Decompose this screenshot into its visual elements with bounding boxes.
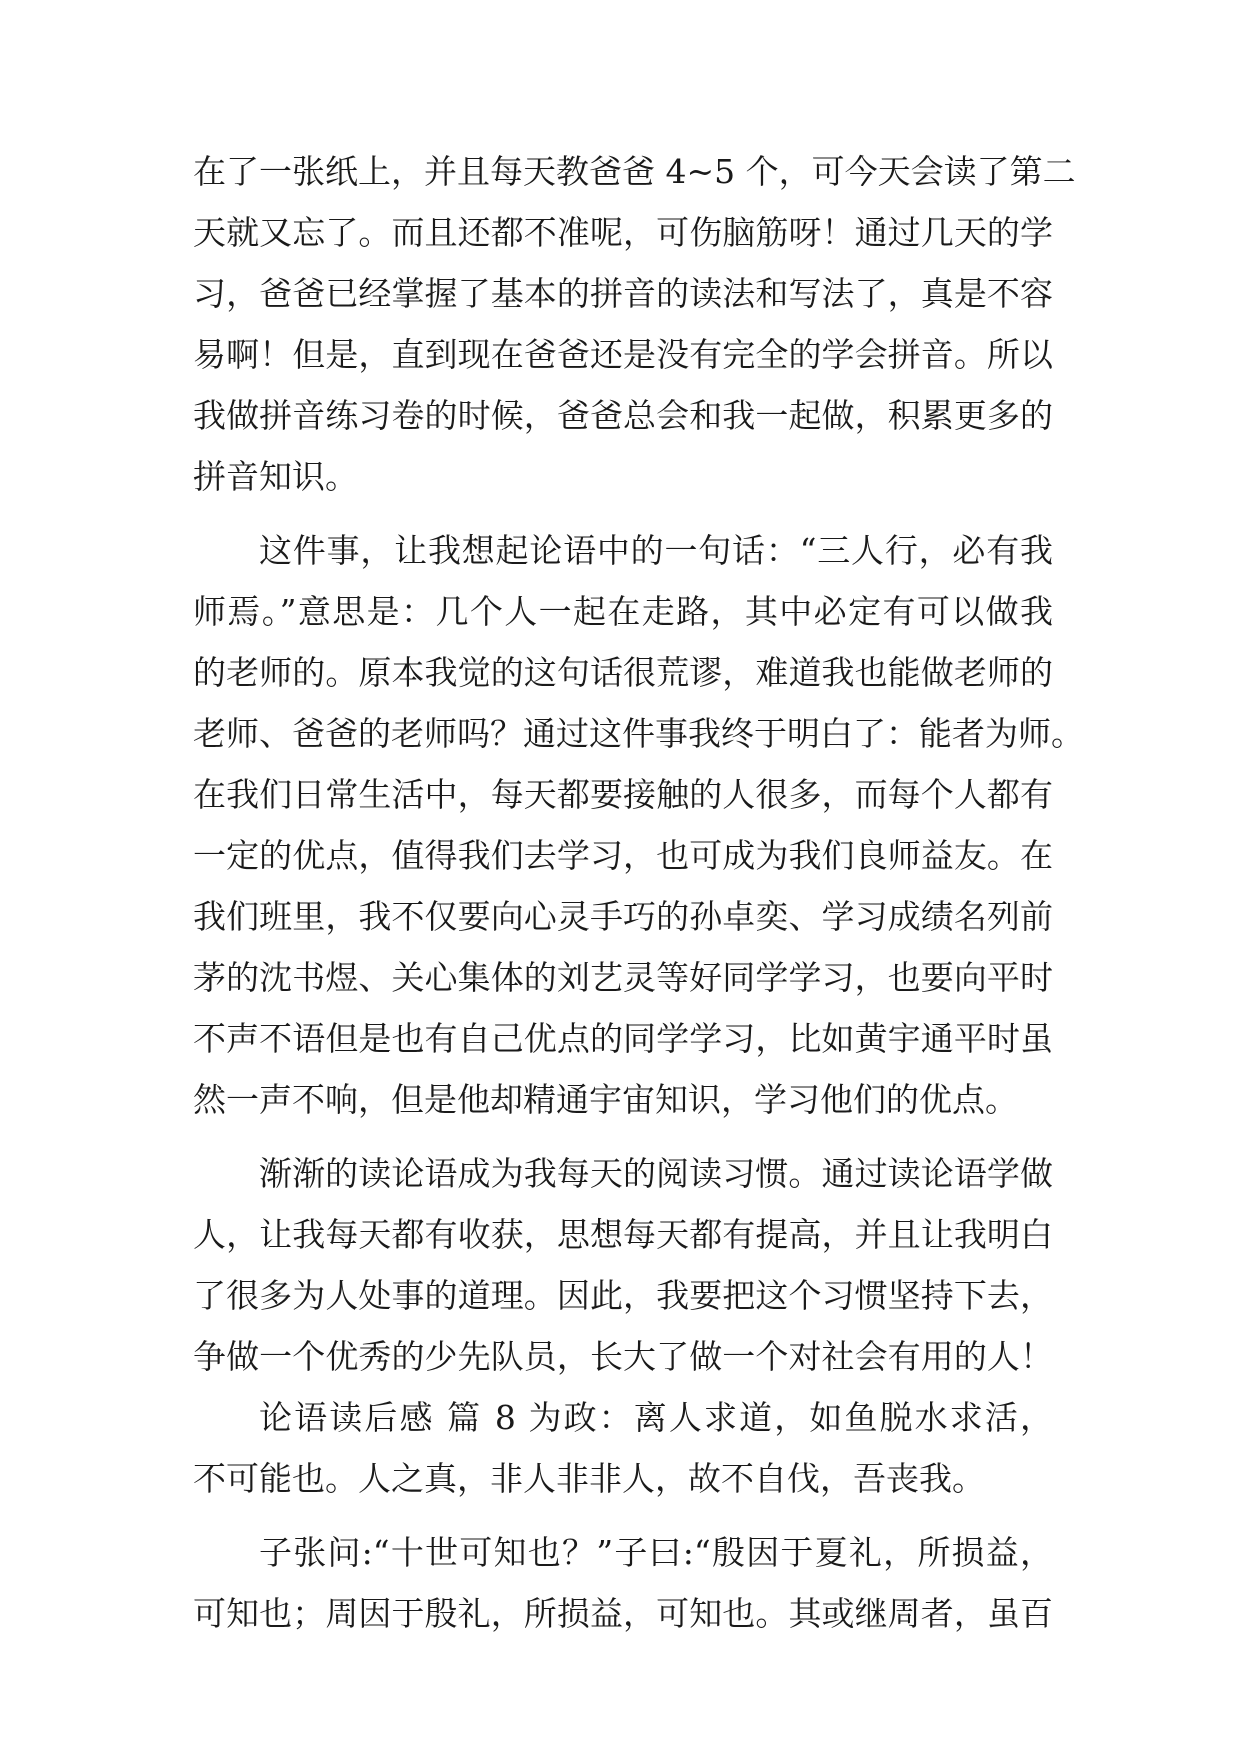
text-line: 了很多为人处事的道理。因此，我要把这个习惯坚持下去，	[193, 1276, 1053, 1315]
text-line: 人，让我每天都有收获，思想每天都有提高，并且让我明白	[193, 1215, 1053, 1254]
text-line: 师焉。”意思是：几个人一起在走路，其中必定有可以做我	[193, 592, 1053, 631]
text-line: 这件事，让我想起论语中的一句话：“三人行，必有我	[259, 531, 1053, 570]
text-line: 天就又忘了。而且还都不准呢，可伤脑筋呀！通过几天的学	[193, 213, 1053, 252]
text-line: 论语读后感 篇 8 为政：离人求道，如鱼脱水求活，	[259, 1398, 1053, 1437]
text-line: 拼音知识。	[193, 457, 358, 496]
text-line: 不声不语但是也有自己优点的同学学习，比如黄宇通平时虽	[193, 1019, 1053, 1058]
text-line: 我做拼音练习卷的时候，爸爸总会和我一起做，积累更多的	[193, 396, 1053, 435]
paragraph-2	[193, 520, 1084, 1130]
text-line: 我们班里，我不仅要向心灵手巧的孙卓奕、学习成绩名列前	[193, 897, 1053, 936]
text-line: 在我们日常生活中，每天都要接触的人很多，而每个人都有	[193, 775, 1053, 814]
text-line: 老师、爸爸的老师吗？通过这件事我终于明白了：能者为师。	[193, 714, 1084, 753]
text-line: 茅的沈书煜、关心集体的刘艺灵等好同学学习，也要向平时	[193, 958, 1053, 997]
text-line: 的老师的。原本我觉的这句话很荒谬，难道我也能做老师的	[193, 653, 1053, 692]
text-line: 争做一个优秀的少先队员，长大了做一个对社会有用的人！	[193, 1337, 1053, 1376]
text-line: 可知也；周因于殷礼，所损益，可知也。其或继周者，虽百	[193, 1594, 1053, 1633]
text-line: 一定的优点，值得我们去学习，也可成为我们良师益友。在	[193, 836, 1053, 875]
paragraph-3	[193, 1143, 1053, 1387]
text-line: 易啊！但是，直到现在爸爸还是没有完全的学会拼音。所以	[193, 335, 1053, 374]
paragraph-1	[193, 141, 1076, 507]
text-line: 不可能也。人之真，非人非非人，故不自伐，吾丧我。	[193, 1459, 985, 1498]
document-page	[193, 141, 1084, 1644]
text-line: 在了一张纸上，并且每天教爸爸 4~5 个，可今天会读了第二	[193, 152, 1076, 191]
text-line: 渐渐的读论语成为我每天的阅读习惯。通过读论语学做	[259, 1154, 1053, 1193]
text-line: 习，爸爸已经掌握了基本的拼音的读法和写法了，真是不容	[193, 274, 1053, 313]
text-line: 子张问:“十世可知也？”子曰:“殷因于夏礼，所损益，	[259, 1533, 1053, 1572]
text-line: 然一声不响，但是他却精通宇宙知识，学习他们的优点。	[193, 1080, 1018, 1119]
paragraph-4	[193, 1387, 1053, 1509]
paragraph-5	[193, 1522, 1053, 1644]
